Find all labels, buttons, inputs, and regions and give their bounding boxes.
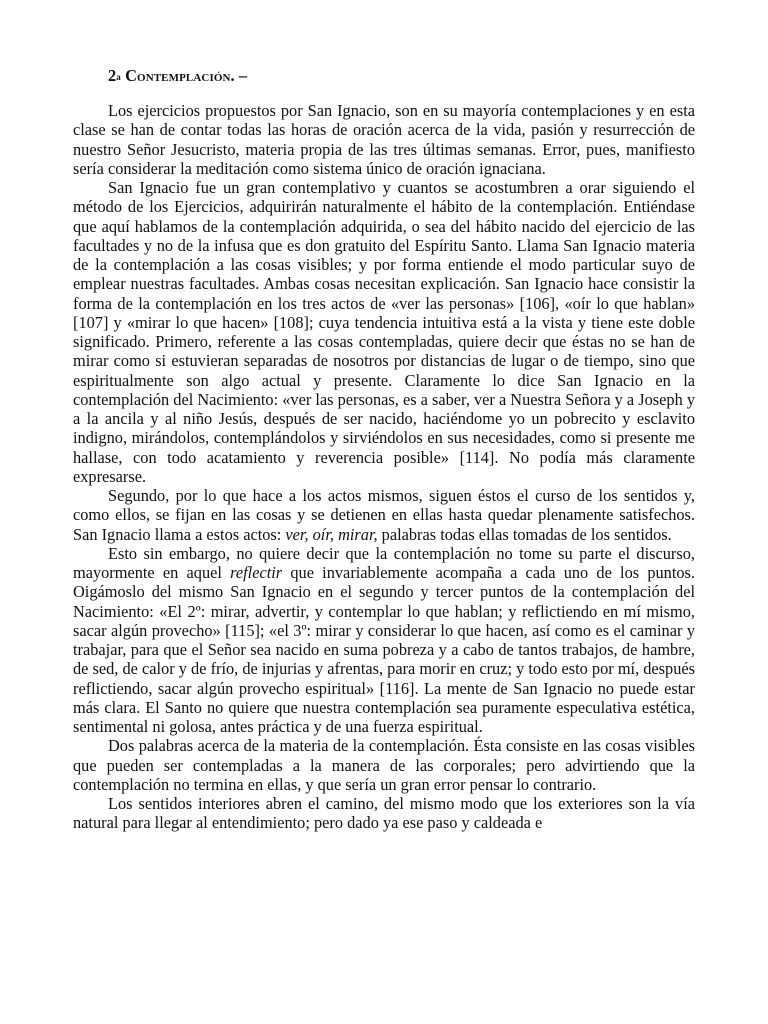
paragraph: [73, 101, 695, 178]
heading-dash: –: [234, 66, 248, 85]
paragraph-text: Los ejercicios propuestos por San Ignacio, son en su mayoría contemplaciones y en esta clase se han de contar todas las horas de oración acerca de la vida, pasión y resurrección de nuestro Señor Jesucristo, materia propia de las tres últimas semanas. Error, pues, manifiesto sería considerar la meditación como sistema único de oración ignaciana.: [73, 101, 695, 178]
italic-text: ver, oír, mirar,: [285, 524, 378, 544]
paragraph-text: Esto sin embargo, no quiere decir que la contemplación no tome su parte el discurso, mayormente en aquel: [73, 543, 695, 582]
heading-title: Contemplación.: [125, 66, 235, 85]
heading-superscript: a: [116, 72, 121, 82]
document-page: [73, 66, 695, 833]
italic-text: reflectir: [230, 563, 283, 582]
paragraph: [73, 736, 695, 794]
body-text: [73, 101, 695, 833]
paragraph-text: palabras todas ellas tomadas de los sentidos.: [377, 524, 672, 544]
heading-number: 2: [108, 66, 117, 85]
paragraph: [73, 178, 695, 486]
paragraph: [73, 794, 695, 833]
paragraph-text: San Ignacio fue un gran contemplativo y cuantos se acostumbren a orar siguiendo el método de los Ejercicios, adquirirán naturalmente el hábito de la contemplación. Entiéndase que aquí hablamos de la contemplación adquirida, o sea del hábito nacido del ejercicio de las facultades y no de la infusa que es don gratuito del Espíritu Santo. Llama San Ignacio materia de la contemplación a las cosas visibles; y por forma entiende el modo particular suyo de emplear nuestras facultades. Ambas cosas necesitan explicación. San Ignacio hace consistir la forma de la contemplación en los tres actos de «ver las personas» [106], «oír lo que hablan» [107] y «mirar lo que hacen» [108]; cuya tendencia intuitiva está a la vista y tiene este doble significado. Primero, referente a las cosas contempladas, quiere decir que éstas no se han de mirar como si estuvieran separadas de nosotros por distancias de lugar o de tiempo, sino que espiritualmente son algo actual y presente. Claramente lo dice San Ignacio en la contemplación del Nacimiento: «ver las personas, es a saber, ver a Nuestra Señora y a Joseph y a la ancila y al niño Jesús, después de ser nacido, haciéndome yo un pobrecito y esclavito indigno, mirándolos, contemplándolos y sirviéndolos en sus necesidades, como si presente me hallase, con todo acatamiento y reverencia posible» [114]. No podía más claramente expresarse.: [73, 178, 696, 486]
paragraph: [73, 544, 695, 737]
paragraph-text: que invariablemente acompaña a cada uno de los puntos. Oigámoslo del mismo San Ignacio en el segundo y tercer puntos de la contemplación del Nacimiento: «El 2º: mirar, advertir, y contemplar lo que hablan; y reflictiendo en mí mismo, sacar algún provecho» [115]; «el 3º: mirar y considerar lo que hacen, así como es el caminar y trabajar, para que el Señor sea nacido en suma pobreza y a cabo de tantos trabajos, de hambre, de sed, de calor y de frío, de injurias y afrentas, para morir en cruz; y todo esto por mí, después reflictiendo, sacar algún provecho espiritual» [116]. La mente de San Ignacio no puede estar más clara. El Santo no quiere que nuestra contemplación sea puramente especulativa estética, sentimental ni golosa, antes práctica y de una fuerza espiritual.: [73, 563, 695, 736]
paragraph-text: Dos palabras acerca de la materia de la contemplación. Ésta consiste en las cosas visibles que pueden ser contempladas a la manera de las corporales; pero advirtiendo que la contemplación no termina en ellas, y que sería un gran error pensar lo contrario.: [73, 736, 695, 794]
paragraph: [73, 486, 695, 544]
paragraph-text: Segundo, por lo que hace a los actos mismos, siguen éstos el curso de los sentidos y, como ellos, se fijan en las cosas y se detienen en ellas hasta quedar plenamente satisfechos. San Ignacio llama a estos actos:: [73, 486, 695, 544]
section-heading: [108, 66, 695, 86]
paragraph-text: Los sentidos interiores abren el camino, del mismo modo que los exteriores son la vía natural para llegar al entendimiento; pero dado ya ese paso y caldeada e: [73, 794, 695, 833]
